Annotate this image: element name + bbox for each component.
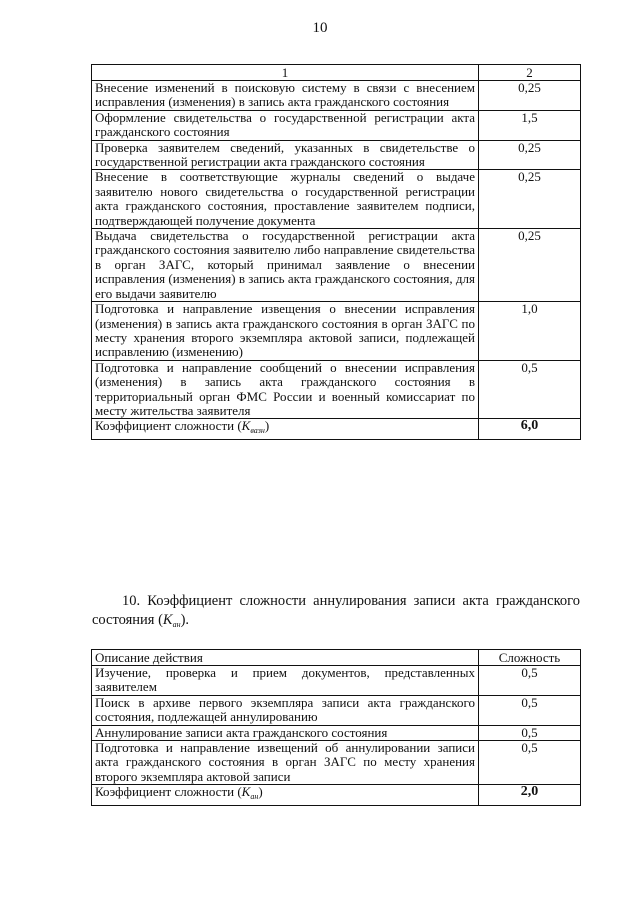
- complexity-table-annulment: [91, 649, 581, 806]
- action-description: Внесение изменений в поисковую систему в связи с внесением исправления (изменения) в запись акта гражданского состояния: [92, 81, 479, 111]
- total-label: [92, 419, 479, 439]
- action-description: Выдача свидетельства о государственной регистрации акта гражданского состояния заявителю либо направление свидетельства в орган ЗАГС, который принимал заявление о внесении исправления (изменения) в запись акта гражданского состояния, для его выдачи заявителю: [92, 229, 479, 302]
- section-paragraph: [92, 592, 580, 634]
- complexity-value: 0,5: [479, 725, 581, 740]
- action-description: Подготовка и направление извещения о внесении исправления (изменения) в запись акта гражданского состояния в орган ЗАГС по месту хранения второго экземпляра актовой записи, подлежащей исправлению (изменению): [92, 302, 479, 361]
- table-row: [92, 741, 581, 785]
- complexity-value: 1,5: [479, 110, 581, 140]
- complexity-value: 0,25: [479, 81, 581, 111]
- total-row: [92, 785, 581, 805]
- table-row: [92, 229, 581, 302]
- action-description: Оформление свидетельства о государственной регистрации акта гражданского состояния: [92, 110, 479, 140]
- page-number: 10: [312, 20, 328, 36]
- action-description: Внесение в соответствующие журналы сведений о выдаче заявителю нового свидетельства о государственной регистрации акта гражданского состояния, проставление заявителем подписи, подтверждающей получение документа: [92, 170, 479, 229]
- action-description: Подготовка и направление сообщений о внесении исправления (изменения) в запись акта гражданского состояния в территориальный орган ФМС России и военный комиссариат по месту жительства заявителя: [92, 360, 479, 419]
- coefficient-subscript: ан: [250, 792, 259, 802]
- complexity-value: 0,5: [479, 360, 581, 419]
- complexity-value: 0,5: [479, 666, 581, 696]
- table-row: [92, 110, 581, 140]
- table-row: [92, 81, 581, 111]
- total-label: [92, 785, 479, 805]
- complexity-value: 1,0: [479, 302, 581, 361]
- action-description: Аннулирование записи акта гражданского состояния: [92, 725, 479, 740]
- total-label-close: ): [258, 784, 263, 800]
- coefficient-symbol: K: [241, 418, 251, 434]
- table-row: [92, 170, 581, 229]
- complexity-value: 0,5: [479, 741, 581, 785]
- table-row: [92, 695, 581, 725]
- table-row: [92, 302, 581, 361]
- coefficient-subscript: ан: [172, 620, 181, 629]
- coefficient-symbol: K: [162, 612, 173, 628]
- action-description: Подготовка и направление извещений об аннулировании записи акта гражданского состояния в орган ЗАГС по месту хранения второго экземпляра актовой записи: [92, 741, 479, 785]
- total-value: 6,0: [479, 419, 581, 439]
- complexity-table-corrections: [91, 64, 581, 440]
- total-row: [92, 419, 581, 439]
- coefficient-symbol: K: [241, 784, 251, 800]
- column-header-2: 2: [479, 65, 581, 81]
- total-label-close: ): [264, 418, 270, 434]
- table-row: [92, 140, 581, 170]
- action-description: Поиск в архиве первого экземпляра записи акта гражданского состояния, подлежащей аннулированию: [92, 695, 479, 725]
- total-value: 2,0: [479, 785, 581, 805]
- table-row: [92, 725, 581, 740]
- table-header-row: [92, 65, 581, 81]
- table-header-row: [92, 650, 581, 666]
- column-header-complexity: Сложность: [479, 650, 581, 666]
- total-label-text: Коэффициент сложности (: [95, 784, 242, 800]
- column-header-description: Описание действия: [92, 650, 479, 666]
- table-row: [92, 666, 581, 696]
- complexity-value: 0,25: [479, 170, 581, 229]
- table-row: [92, 360, 581, 419]
- complexity-value: 0,5: [479, 695, 581, 725]
- column-header-1: 1: [92, 65, 479, 81]
- paragraph-end: ).: [180, 612, 190, 628]
- total-label-text: Коэффициент сложности (: [95, 418, 242, 434]
- complexity-value: 0,25: [479, 140, 581, 170]
- paragraph-text: 10. Коэффициент сложности аннулирования записи акта гражданского состояния (: [92, 593, 580, 628]
- action-description: Изучение, проверка и прием документов, представленных заявителем: [92, 666, 479, 696]
- complexity-value: 0,25: [479, 229, 581, 302]
- action-description: Проверка заявителем сведений, указанных в свидетельстве о государственной регистрации акта гражданского состояния: [92, 140, 479, 170]
- coefficient-subscript: вазн: [250, 426, 265, 436]
